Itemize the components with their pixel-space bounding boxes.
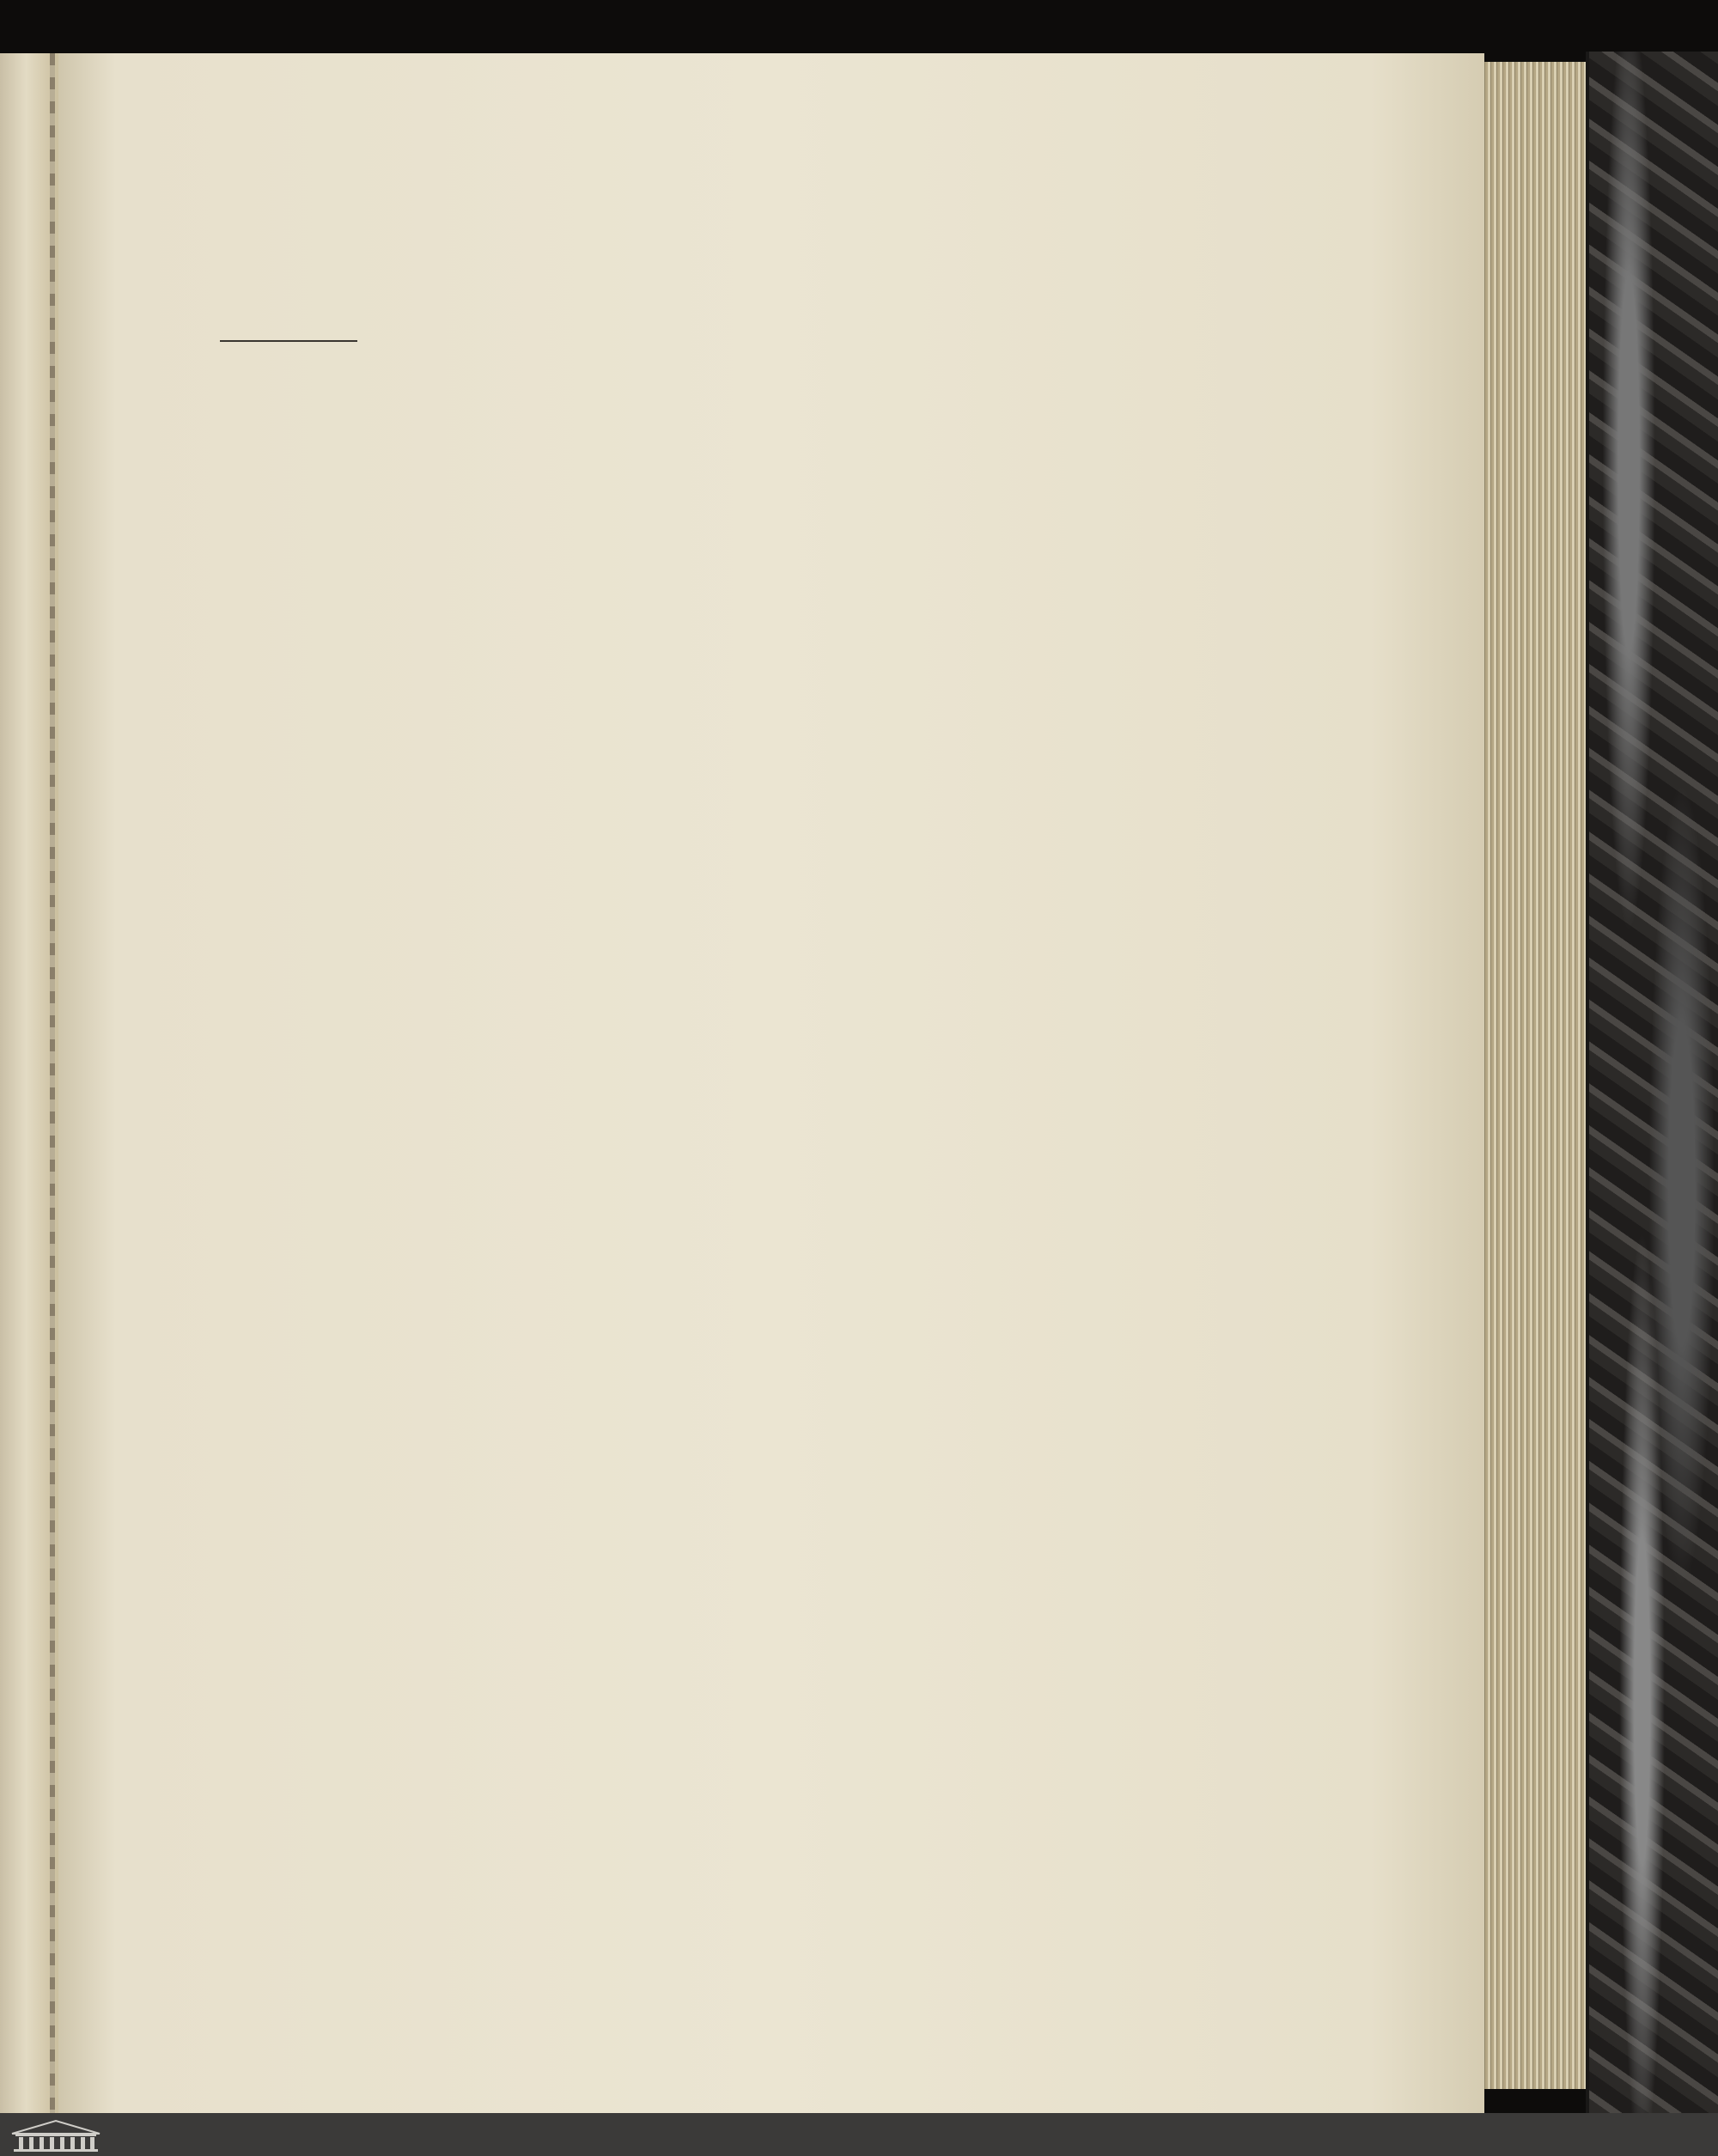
footnote-rule bbox=[220, 340, 357, 342]
document-heading bbox=[220, 283, 1227, 320]
viewer-footer bbox=[0, 2113, 1718, 2156]
library-building-icon bbox=[9, 2118, 103, 2153]
running-header bbox=[636, 186, 1220, 228]
page-stack-edge bbox=[1479, 62, 1587, 2089]
marbled-cover bbox=[1586, 52, 1718, 2113]
book-page bbox=[58, 53, 1484, 2113]
page-text bbox=[220, 254, 1227, 350]
binding-stitching bbox=[50, 53, 55, 2113]
